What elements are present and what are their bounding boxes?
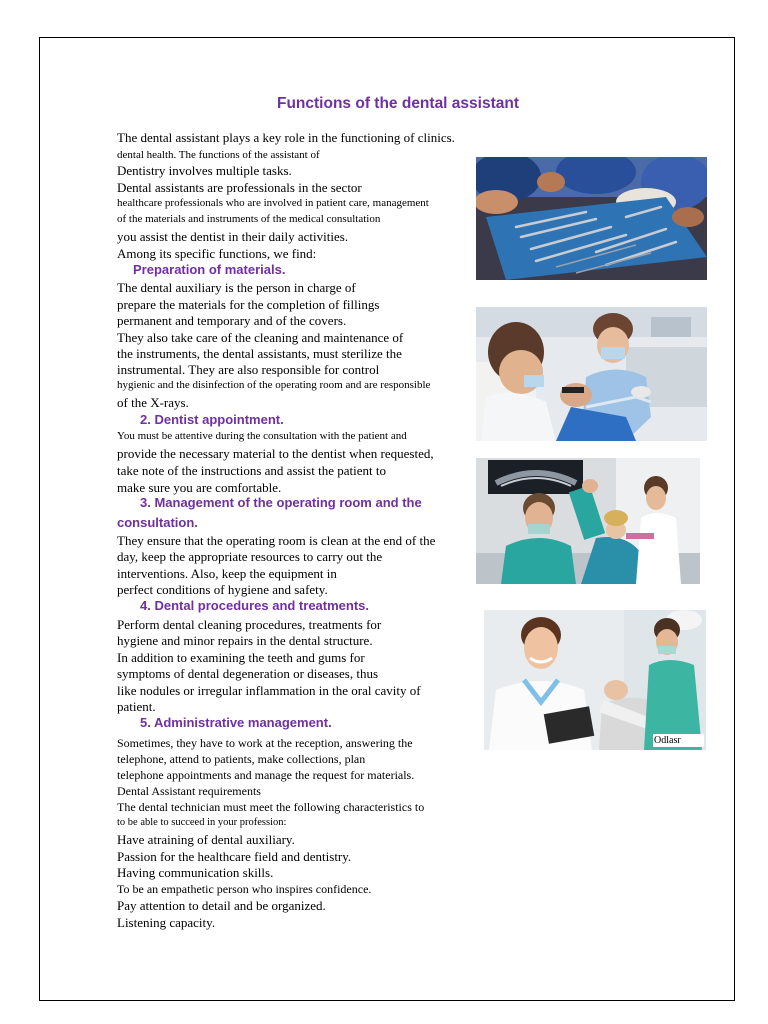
- instrument-tray-photo: [476, 157, 707, 280]
- text-line: like nodules or irregular inflammation in the oral cavity of: [117, 683, 421, 698]
- text-line: You must be attentive during the consultation with the patient and: [117, 430, 407, 442]
- text-line: Dental assistants are professionals in the sector: [117, 180, 362, 195]
- text-line: the instruments, the dental assistants, must sterilize the: [117, 346, 402, 361]
- text-line: provide the necessary material to the dentist when requested,: [117, 446, 434, 461]
- text-line: healthcare professionals who are involved in patient care, management: [117, 197, 429, 209]
- text-line: The dental auxiliary is the person in charge of: [117, 280, 356, 295]
- text-line: instrumental. They are also responsible for control: [117, 362, 380, 377]
- text-line: Dental Assistant requirements: [117, 784, 261, 798]
- text-line: Among its specific functions, we find:: [117, 246, 317, 261]
- text-line: take note of the instructions and assist the patient to: [117, 463, 386, 478]
- text-line: They also take care of the cleaning and maintenance of: [117, 330, 404, 345]
- photo-caption: Odlasr: [653, 734, 704, 747]
- text-line: dental health. The functions of the assistant of: [117, 149, 320, 161]
- text-line: In addition to examining the teeth and gums for: [117, 650, 365, 665]
- text-line: of the X-rays.: [117, 395, 189, 410]
- text-line: telephone appointments and manage the request for materials.: [117, 768, 415, 782]
- text-line: prepare the materials for the completion of fillings: [117, 297, 380, 312]
- xray-review-photo: [476, 458, 700, 584]
- text-line: telephone, attend to patients, make collections, plan: [117, 752, 366, 766]
- text-line: of the materials and instruments of the medical consultation: [117, 213, 381, 225]
- text-line: make sure you are comfortable.: [117, 480, 282, 495]
- assistant-with-tablet-photo: [484, 610, 706, 750]
- text-line: perfect conditions of hygiene and safety.: [117, 582, 328, 597]
- text-line: They ensure that the operating room is clean at the end of the: [117, 533, 436, 548]
- text-line: hygiene and minor repairs in the dental structure.: [117, 633, 373, 648]
- text-line: Listening capacity.: [117, 915, 216, 930]
- text-line: interventions. Also, keep the equipment in: [117, 566, 337, 581]
- section-heading: 4. Dental procedures and treatments.: [140, 598, 370, 613]
- text-line: The dental technician must meet the following characteristics to: [117, 800, 425, 814]
- section-heading: 3. Management of the operating room and the: [140, 495, 422, 510]
- text-line: day, keep the appropriate resources to carry out the: [117, 549, 383, 564]
- dental-treatment-photo: [476, 307, 707, 441]
- text-line: hygienic and the disinfection of the operating room and are responsible: [117, 379, 431, 391]
- text-line: To be an empathetic person who inspires confidence.: [117, 882, 372, 896]
- section-heading: Preparation of materials.: [133, 262, 286, 277]
- document-title: Functions of the dental assistant: [277, 95, 519, 112]
- text-line: you assist the dentist in their daily activities.: [117, 229, 349, 244]
- text-line: symptoms of dental degeneration or diseases, thus: [117, 666, 379, 681]
- text-line: Perform dental cleaning procedures, treatments for: [117, 617, 382, 632]
- section-heading: consultation.: [117, 515, 198, 530]
- section-heading: 2. Dentist appointment.: [140, 412, 284, 427]
- text-line: permanent and temporary and of the covers.: [117, 313, 347, 328]
- text-line: Sometimes, they have to work at the reception, answering the: [117, 736, 413, 750]
- section-heading: 5. Administrative management.: [140, 715, 332, 730]
- text-line: Dentistry involves multiple tasks.: [117, 163, 292, 178]
- text-line: patient.: [117, 699, 156, 714]
- text-line: Have atraining of dental auxiliary.: [117, 832, 295, 847]
- text-line: to be able to succeed in your profession:: [117, 817, 287, 828]
- text-line: Pay attention to detail and be organized.: [117, 898, 326, 913]
- text-line: Having communication skills.: [117, 865, 274, 880]
- text-line: The dental assistant plays a key role in the functioning of clinics.: [117, 130, 455, 145]
- text-line: Passion for the healthcare field and dentistry.: [117, 849, 352, 864]
